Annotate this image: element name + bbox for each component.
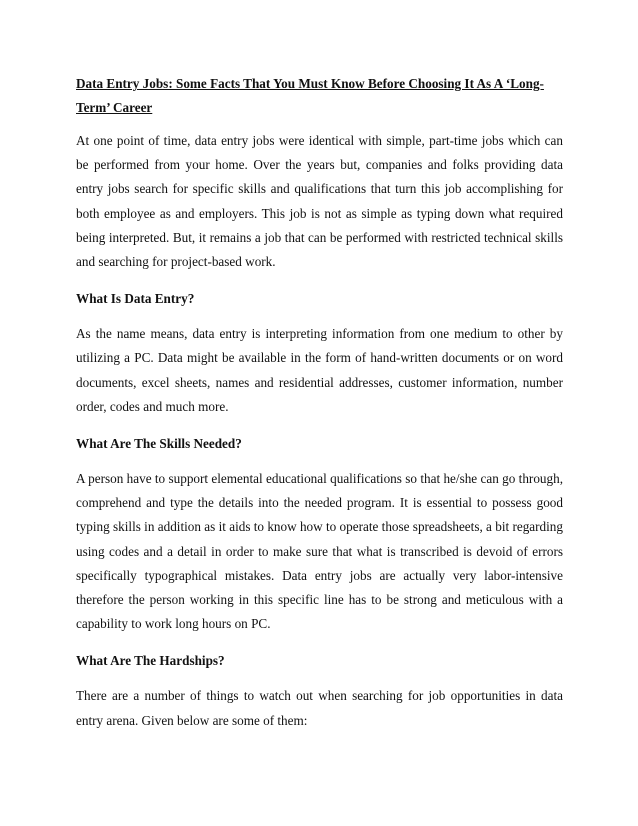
section-body-hardships: There are a number of things to watch out when searching for job opportunities in data entry arena. Given below are some of them: (76, 688, 563, 728)
section-heading-skills: What Are The Skills Needed? (76, 436, 242, 452)
section-body-data-entry: As the name means, data entry is interpreting information from one medium to other by utilizing a PC. Data might be available in the form of hand-written documents or on word documents, excel sheets, names and residential addresses, customer information, number order, codes and much more. (76, 326, 563, 414)
intro-paragraph: At one point of time, data entry jobs were identical with simple, part-time jobs which can be performed from your home. Over the years but, companies and folks providing data entry jobs search for specific skills and qualifications that turn this job accomplishing for both employee as and employers. This job is not as simple as typing down what required being interpreted. But, it remains a job that can be performed with restricted technical skills and searching for project-based work. (76, 133, 563, 270)
document-title: Data Entry Jobs: Some Facts That You Must Know Before Choosing It As A ‘Long-Term’ Career (76, 76, 544, 115)
section-heading-data-entry: What Is Data Entry? (76, 291, 195, 307)
section-body-skills: A person have to support elemental educational qualifications so that he/she can go through, comprehend and type the details into the needed program. It is essential to possess good typing skills in addition as it aids to know how to operate those spreadsheets, a bit regarding using codes and a detail in order to make sure that what is transcribed is devoid of errors specifically typographical mistakes. Data entry jobs are actually very labor-intensive therefore the person working in this specific line has to be strong and meticulous with a capability to work long hours on PC. (76, 471, 563, 632)
section-heading-hardships: What Are The Hardships? (76, 653, 225, 669)
